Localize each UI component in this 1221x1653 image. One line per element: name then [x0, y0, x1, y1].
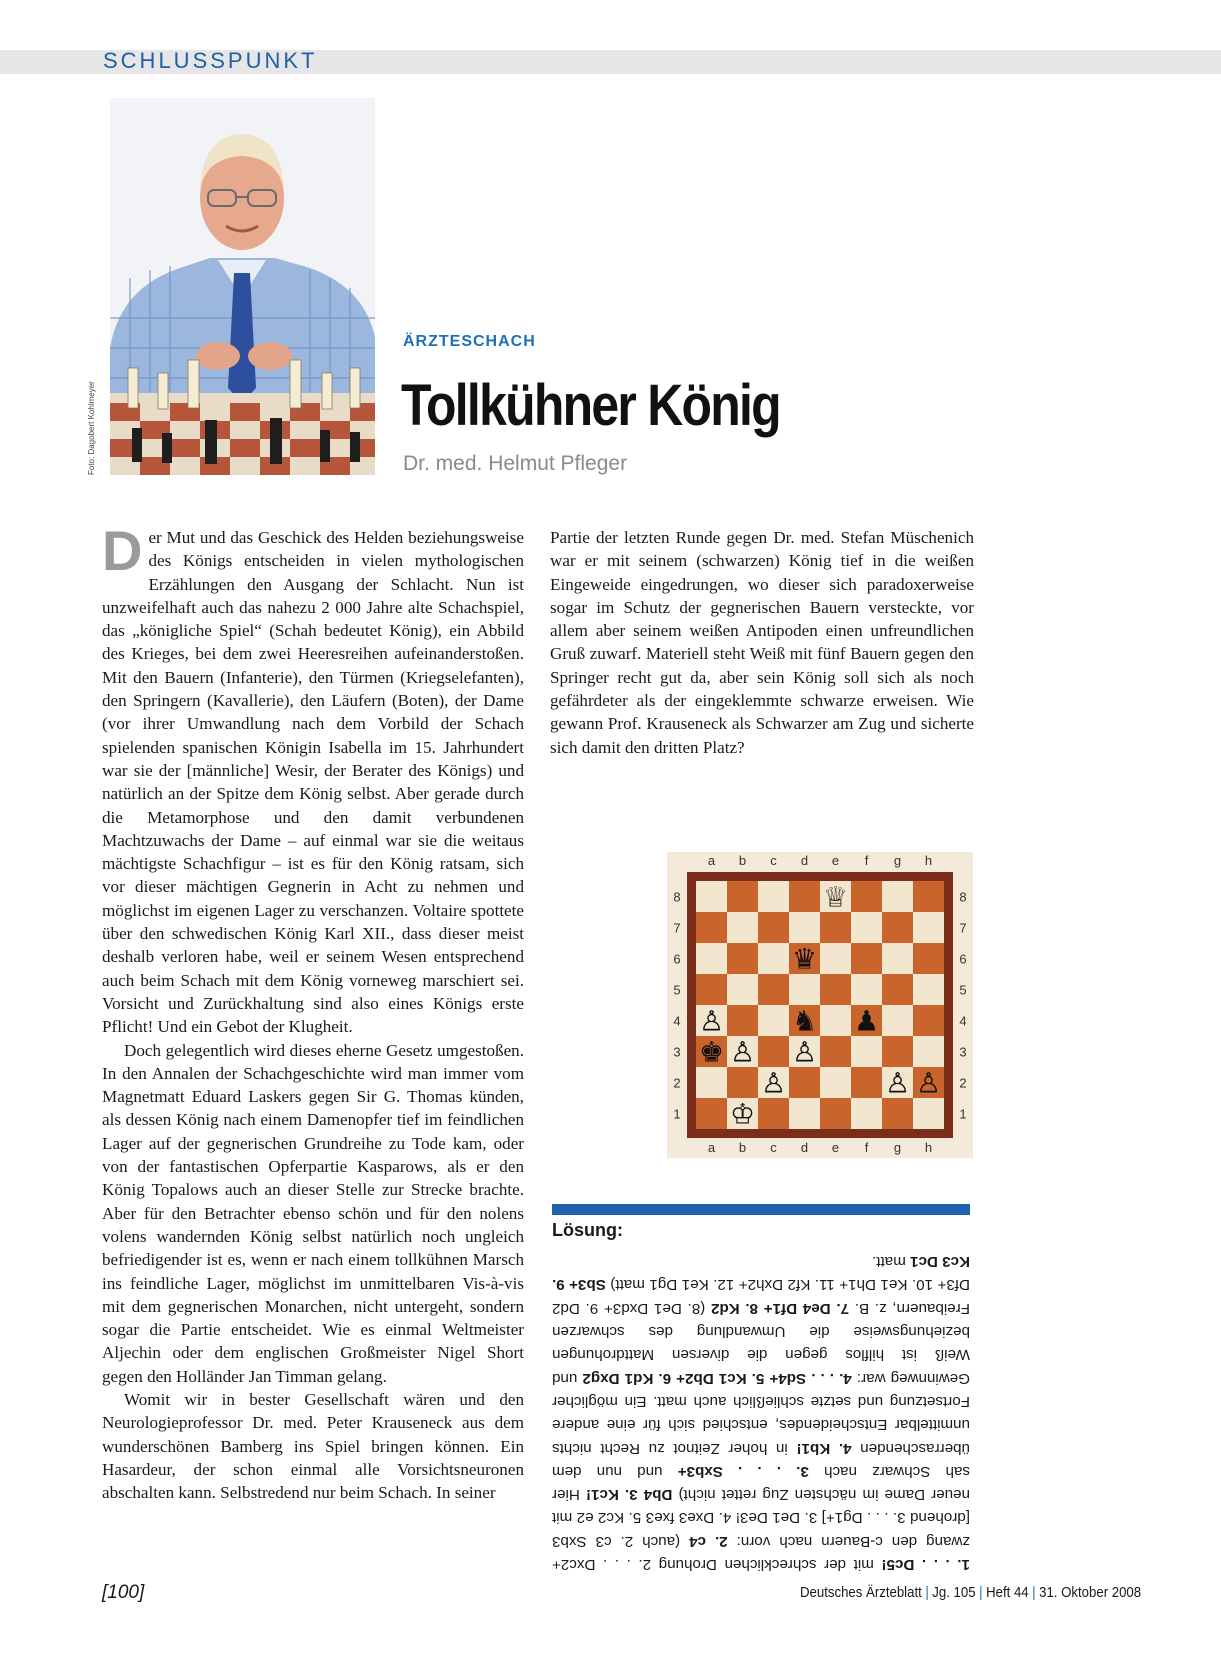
black-knight-d4: ♞	[791, 1004, 818, 1038]
journal-issue: Heft 44	[986, 1584, 1029, 1601]
file-label: h	[924, 853, 933, 868]
board-square-g1	[882, 1098, 913, 1129]
board-square-d2	[789, 1067, 820, 1098]
paragraph-3: Womit wir in bester Gesellschaft wären und den Neurologieprofessor Dr. med. Peter Krauseneck aus dem wunderschönen Bamberg ins Spiel bringen können. Ein Hasardeur, der schon einmal alle Vorsichtsneuronen abschalten kann. Selbstredend nur beim Schach. In seiner	[102, 1389, 524, 1503]
white-pawn-g2: ♙	[884, 1066, 911, 1100]
board-square-f6	[851, 943, 882, 974]
solution-move: 4. . . . Sd4+ 5. Kc1 Db2+ 6. Kd1 Dxg2	[582, 1369, 852, 1387]
file-label: f	[864, 1140, 869, 1155]
journal-volume: Jg. 105	[932, 1584, 976, 1601]
board-square-c5	[758, 974, 789, 1005]
paragraph-4: Partie der letzten Runde gegen Dr. med. Stefan Müschenich war er mit seinem (schwarzen) König tief in die weißen Eingeweide eingedrungen, wo dieser sich paradoxerweise sogar im Schutz der gegnerischen Bauern versteckte, vor allem aber seinem weißen Antipoden einen unfreundlichen Gruß zuwarf. Materiell steht Weiß mit fünf Bauern gegen den Springer recht gut da, aber sein König soll sich als noch gefährdeter als der eingeklemmte schwarze erweisen. Wie gewann Prof. Krauseneck als Schwarzer am Zug und sicherte sich damit den dritten Platz?	[550, 528, 974, 757]
board-square-b6	[727, 943, 758, 974]
rank-label: 5	[959, 982, 967, 998]
file-label: g	[893, 853, 902, 868]
file-label: g	[893, 1140, 902, 1155]
solution-note: (8. De1 Dxd3+ 9. Dd2 Df3+ 10. Ke1 Dh1+ 11. Kf2 Dxh2+ 12. Ke1 Dg1 matt)	[552, 1276, 970, 1317]
paragraph-1	[102, 519, 524, 1039]
solution-bar	[552, 1204, 970, 1215]
file-label: e	[831, 1140, 840, 1155]
board-square-c4	[758, 1005, 789, 1036]
rank-label: 4	[959, 1013, 967, 1029]
board-square-d8	[789, 881, 820, 912]
board-square-g6	[882, 943, 913, 974]
board-square-b8	[727, 881, 758, 912]
white-pawn-d3: ♙	[791, 1035, 818, 1069]
rank-label: 2	[959, 1075, 967, 1091]
board-square-g7	[882, 912, 913, 943]
board-square-b2	[727, 1067, 758, 1098]
file-label: d	[800, 853, 809, 868]
solution-move: Sb3+ 9. Kc3 Dc1	[551, 1253, 970, 1294]
board-square-d7	[789, 912, 820, 943]
file-label: e	[831, 853, 840, 868]
solution-move: 2. c4	[689, 1532, 728, 1550]
board-square-h3	[913, 1036, 944, 1067]
board-square-h1	[913, 1098, 944, 1129]
white-pawn-h2: ♙	[915, 1066, 942, 1100]
board-square-e6	[820, 943, 851, 974]
board-square-e7	[820, 912, 851, 943]
board-square-g8	[882, 881, 913, 912]
file-label: h	[924, 1140, 933, 1155]
journal-name: Deutsches Ärzteblatt	[800, 1584, 922, 1601]
rank-label: 7	[673, 920, 681, 936]
board-square-f2	[851, 1067, 882, 1098]
black-pawn-f4: ♟	[853, 1004, 880, 1038]
solution-note: und nun dem überraschenden	[552, 1439, 970, 1480]
solution-text	[552, 1250, 970, 1576]
board-square-a5	[696, 974, 727, 1005]
board-square-h8	[913, 881, 944, 912]
board-square-c8	[758, 881, 789, 912]
board-square-g5	[882, 974, 913, 1005]
file-label: b	[738, 853, 747, 868]
file-label: c	[770, 853, 777, 868]
white-pawn-a4: ♙	[698, 1004, 725, 1038]
board-square-f8	[851, 881, 882, 912]
solution-note: matt.	[872, 1253, 911, 1271]
file-label: b	[738, 1140, 747, 1155]
white-king-b1: ♔	[729, 1097, 756, 1131]
solution-note: und Weiß ist hilflos gegen die diversen Mattdrohungen beziehungsweise die Umwandlung des schwarzen Freibauern, z. B.	[552, 1299, 970, 1387]
board-square-f1	[851, 1098, 882, 1129]
black-queen-d6: ♛	[791, 942, 818, 976]
article-author: Dr. med. Helmut Pfleger	[403, 452, 628, 475]
rank-label: 5	[673, 982, 681, 998]
black-king-a3: ♚	[698, 1035, 725, 1069]
chess-board	[667, 852, 973, 1158]
solution-note: mit der schrecklichen Drohung 2. . . . Dxc2+ zwang den c-Bauern nach vorn:	[551, 1532, 970, 1574]
board-square-a2	[696, 1067, 727, 1098]
board-square-c6	[758, 943, 789, 974]
board-square-c3	[758, 1036, 789, 1067]
board-square-d1	[789, 1098, 820, 1129]
white-pawn-b3: ♙	[729, 1035, 756, 1069]
solution-note: in hoher Zeitnot zu Recht nichts unmittelbar Entscheidendes, entschied sich für eine andere Fortsetzung und setzte schließlich auch matt. Ein möglicher Gewinnweg war:	[552, 1369, 970, 1457]
file-label: a	[707, 1140, 716, 1155]
drop-cap: D	[102, 519, 143, 582]
rank-label: 6	[959, 951, 967, 967]
file-label: c	[770, 1140, 777, 1155]
board-square-b7	[727, 912, 758, 943]
journal-footer	[800, 1584, 1141, 1601]
board-square-e4	[820, 1005, 851, 1036]
board-square-g3	[882, 1036, 913, 1067]
solution-move: 4. Kb1!	[796, 1439, 852, 1457]
board-square-b5	[727, 974, 758, 1005]
board-square-a6	[696, 943, 727, 974]
paragraph-2: Doch gelegentlich wird dieses eherne Gesetz umgestoßen. In den Annalen der Schachgeschichte wird man immer vom Magnetmatt Eduard Laskers gegen Sir G. Thomas künden, als dessen König nach einem Damenopfer tief im feindlichen Lager auf der gegnerischen Grundreihe zu Tode kam, oder von der fantastischen Opferpartie Kasparows, als er den König Topalows auch an dieser Stelle zur Strecke brachte. Aber für den Betrachter ebenso schön und für den nolens volens wandernden König selbst natürlich noch ungleich befriedigender ist es, wenn er nach einem tollkühnen Marsch ins feindliche Lager, möglichst im unmittelbaren Vis-à-vis mit dem gegnerischen Monarchen, nicht untergeht, sondern sogar die Partie entscheidet. Wie es einmal Weltmeister Aljechin oder dem englischen Großmeister Nigel Short gegen den Holländer Jan Timman gelang.	[102, 1040, 524, 1386]
solution-move: Db4 3. Kc1!	[585, 1486, 673, 1504]
white-queen-e8: ♕	[822, 880, 849, 914]
board-square-b4	[727, 1005, 758, 1036]
article-kicker: ÄRZTESCHACH	[403, 333, 536, 350]
article-column-1	[102, 519, 524, 1504]
board-square-e3	[820, 1036, 851, 1067]
section-label: SCHLUSSPUNKT	[103, 48, 318, 73]
board-square-c1	[758, 1098, 789, 1129]
board-square-h5	[913, 974, 944, 1005]
board-square-e2	[820, 1067, 851, 1098]
board-square-h7	[913, 912, 944, 943]
rank-label: 7	[959, 920, 967, 936]
rank-label: 8	[959, 889, 967, 905]
rank-label: 3	[673, 1044, 681, 1060]
rank-label: 8	[673, 889, 681, 905]
board-square-g4	[882, 1005, 913, 1036]
solution-move: 7. De4 Df1+ 8. Kd2	[710, 1299, 850, 1317]
board-square-a1	[696, 1098, 727, 1129]
board-square-f3	[851, 1036, 882, 1067]
rank-label: 1	[673, 1106, 681, 1122]
white-pawn-c2: ♙	[760, 1066, 787, 1100]
board-square-d5	[789, 974, 820, 1005]
solution-move: 3. . . . Sxb3+	[677, 1462, 809, 1480]
author-photo	[110, 98, 375, 475]
board-square-c7	[758, 912, 789, 943]
article-title: Tollkühner König	[401, 373, 780, 438]
article-column-2	[550, 526, 974, 759]
solution-title: Lösung:	[552, 1220, 623, 1240]
file-label: f	[864, 853, 869, 868]
rank-label: 6	[673, 951, 681, 967]
separator: |	[925, 1584, 929, 1601]
photo-credit: Foto: Dagobert Kohlmeyer	[87, 381, 96, 475]
board-square-h4	[913, 1005, 944, 1036]
solution-move: 1. . . . Dc5!	[881, 1556, 970, 1574]
solution-note: Hier sah Schwarz nach	[551, 1462, 970, 1504]
board-square-e5	[820, 974, 851, 1005]
board-square-a8	[696, 881, 727, 912]
journal-date: 31. Oktober 2008	[1039, 1584, 1142, 1601]
board-square-f7	[851, 912, 882, 943]
separator: |	[1032, 1584, 1036, 1601]
separator: |	[979, 1584, 983, 1601]
page-number: [100]	[102, 1582, 145, 1603]
board-square-e1	[820, 1098, 851, 1129]
paragraph-1-text: er Mut und das Geschick des Helden beziehungsweise des Königs entscheiden in vielen mythologischen Erzählungen den Ausgang der Schlacht. Nun ist unzweifelhaft auch das nahezu 2 000 Jahre alte Schachspiel, das „königliche Spiel“ (Schah bedeutet König), ein Abbild des Krieges, bei dem zwei Heeresreihen aufeinanderstoßen. Mit den Bauern (Infanterie), den Türmen (Kriegselefanten), den Springern (Kavallerie), den Läufern (Boten), der Dame (vor ihrer Umwandlung nach dem Vorbild der Schach spielenden spanischen Königin Isabella im 15. Jahrhundert war sie der [männliche] Wesir, der Berater des Königs) und natürlich an der Spitze dem König selbst. Aber gerade durch die Metamorphose und den damit verbundenen Machtzuwachs der Dame – auf einmal war sie die weitaus mächtigste Schachfigur – ist es für den König ratsam, sich vor dieser mächtigen Gegnerin in Acht zu nehmen und möglichst im eigenen Lager zu verschanzen. Voltaire spottete über den schwedischen König Karl XII., dass dieser meist deshalb verloren habe, weil er seinem Wesen entsprechend auch beim Schach mit dem König vorneweg marschiert sei. Vorsicht und Zurückhaltung sind also eines Königs erste Pflicht! Und ein Gebot der Klugheit.	[102, 528, 524, 1037]
solution-note: (auch 2. c3 Sxb3 [drohend 3. . . . Dg1+] 3. De1 De3! 4. Dxe3 fxe3 5. Kc2 e2 mit neuer Dame im nächsten Zug rettet nicht)	[552, 1486, 970, 1550]
file-label: d	[800, 1140, 809, 1155]
board-square-h6	[913, 943, 944, 974]
rank-label: 2	[673, 1075, 681, 1091]
rank-label: 1	[959, 1106, 967, 1122]
rank-label: 4	[673, 1013, 681, 1029]
board-square-a7	[696, 912, 727, 943]
file-label: a	[707, 853, 716, 868]
rank-label: 3	[959, 1044, 967, 1060]
board-square-f5	[851, 974, 882, 1005]
chess-diagram	[667, 852, 973, 1158]
